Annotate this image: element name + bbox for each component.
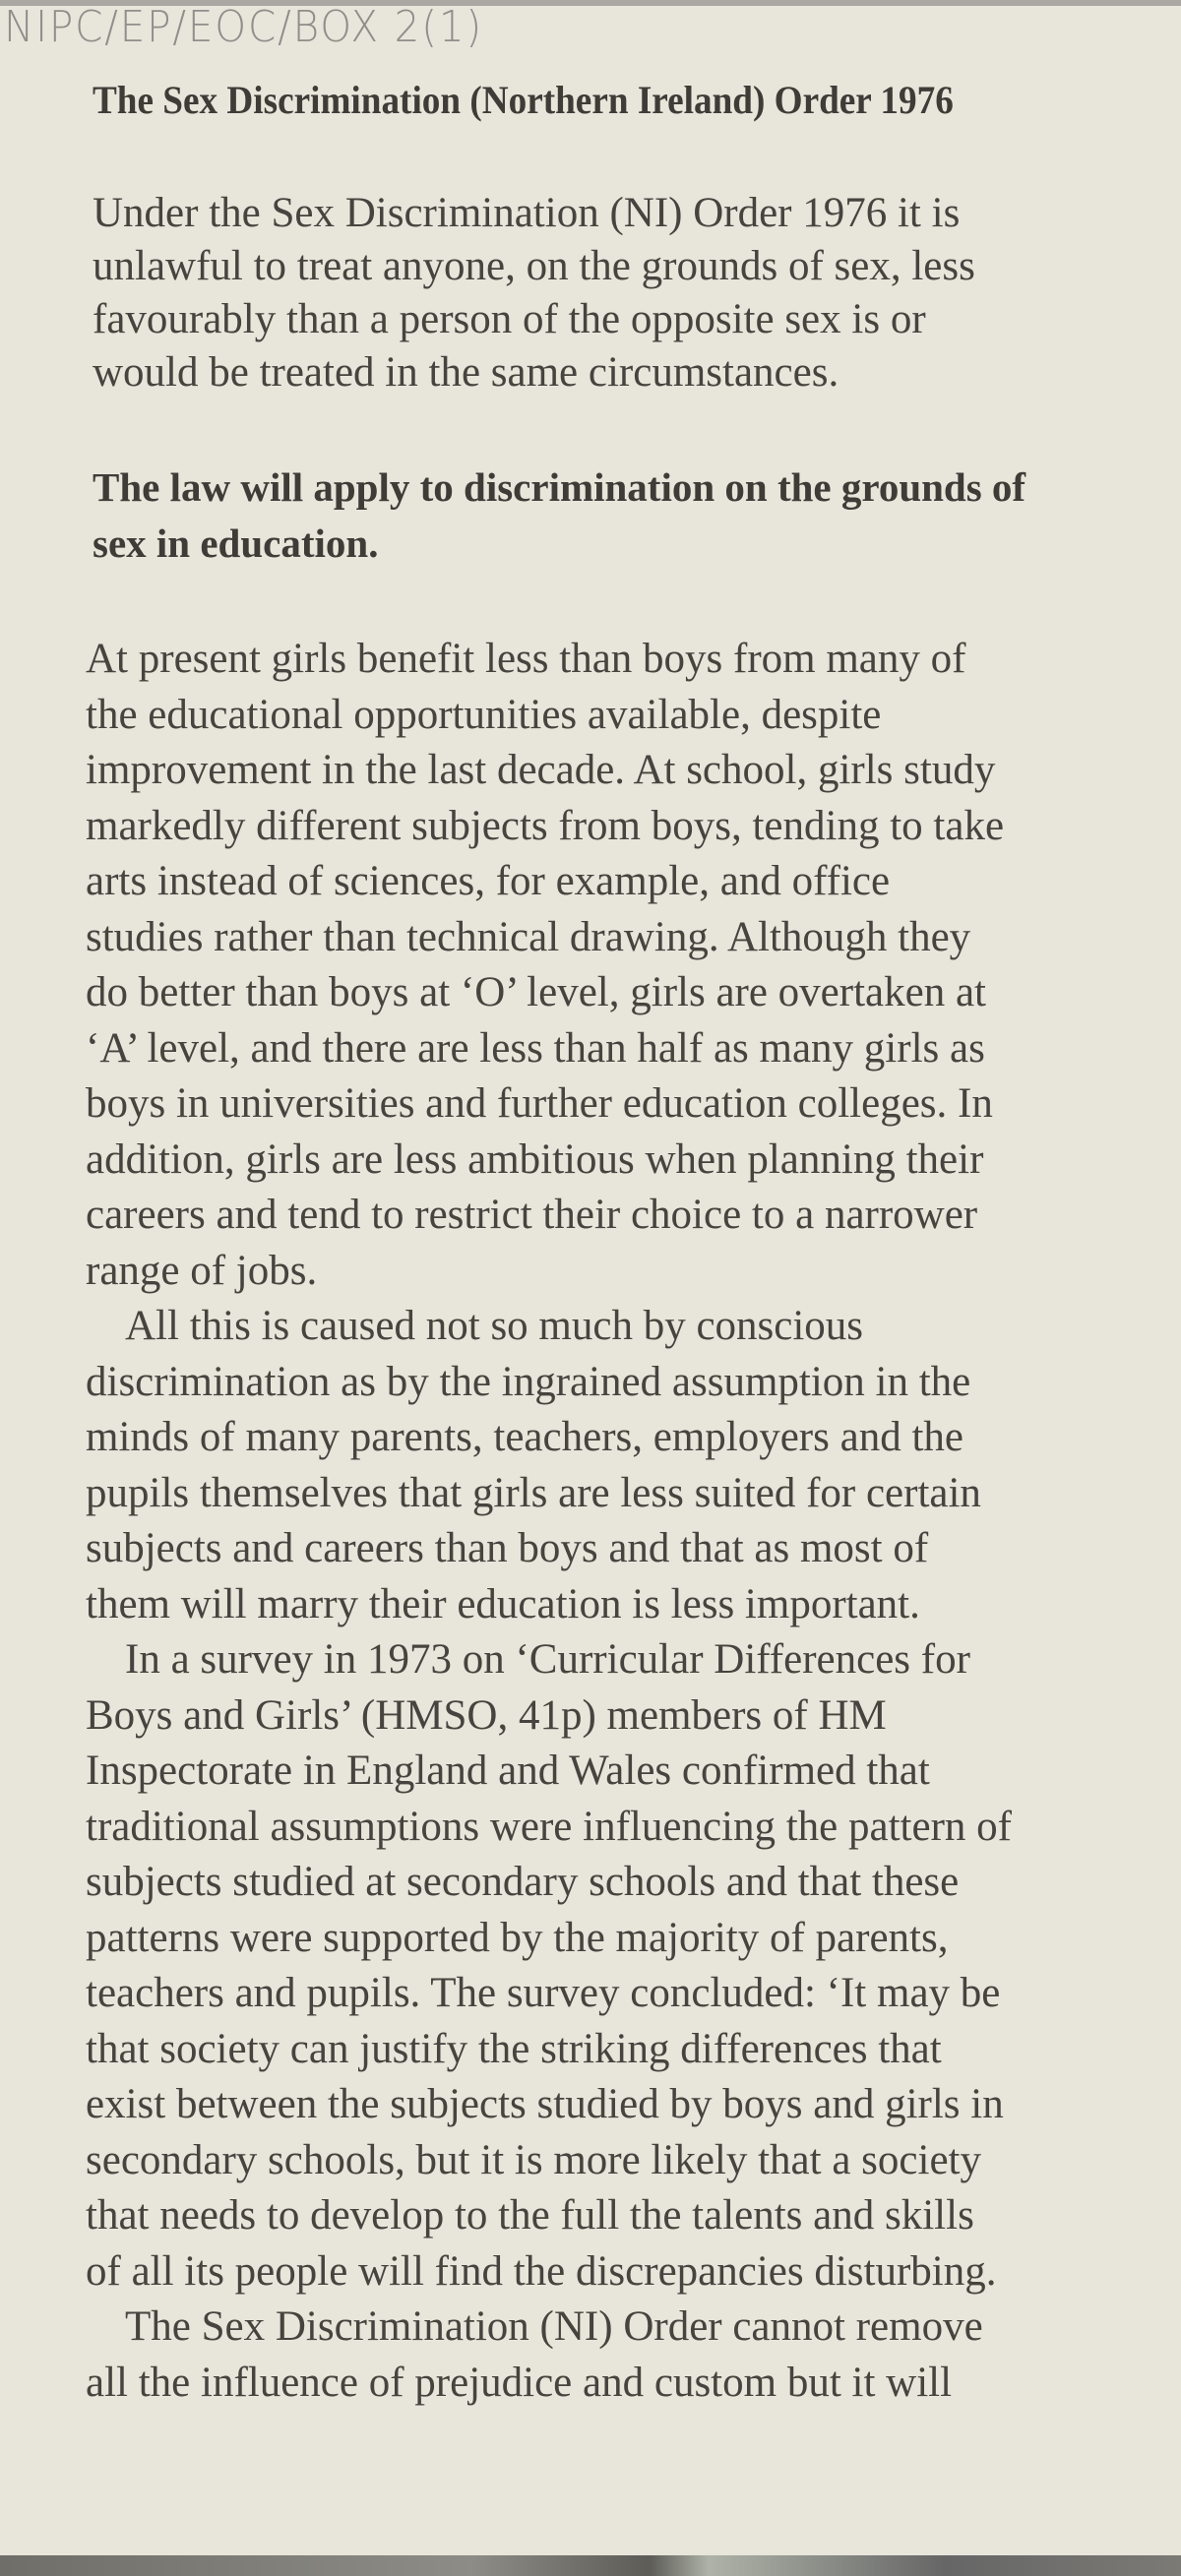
text-line: patterns were supported by the majority of parents, (86, 1914, 949, 1961)
text-line: addition, girls are less ambitious when planning their (86, 1135, 984, 1183)
text-line: arts instead of sciences, for example, and office (86, 858, 891, 904)
scan-bottom-edge (0, 2555, 1181, 2576)
text-line: The Sex Discrimination (NI) Order cannot remove (125, 2303, 983, 2350)
text-line: teachers and pupils. The survey concluded: ‘It may be (86, 1970, 1001, 2016)
text-line: minds of many parents, teachers, employers and the (86, 1414, 963, 1460)
text-line: boys in universities and further education colleges. In (86, 1080, 993, 1127)
text-line: all the influence of prejudice and custom but it will (86, 2359, 953, 2406)
text-line: sex in education. (93, 521, 379, 566)
intro-paragraph (93, 187, 975, 399)
text-line: unlawful to treat anyone, on the grounds of sex, less (93, 243, 975, 289)
text-line: markedly different subjects from boys, tending to take (86, 802, 1005, 849)
text-line: range of jobs. (86, 1247, 318, 1294)
text-line: discrimination as by the ingrained assumption in the (86, 1358, 971, 1405)
document-title: The Sex Discrimination (Northern Ireland) Order 1976 (93, 78, 954, 122)
text-line: subjects studied at secondary schools and that these (86, 1859, 960, 1905)
text-line: All this is caused not so much by conscious (125, 1303, 864, 1349)
text-line: Inspectorate in England and Wales confirmed that (86, 1748, 930, 1794)
text-line: Under the Sex Discrimination (NI) Order 1976 it is (93, 190, 961, 236)
text-line: Boys and Girls’ (HMSO, 41p) members of HM (86, 1691, 887, 1739)
text-line: subjects and careers than boys and that as most of (86, 1525, 929, 1571)
text-line: At present girls benefit less than boys from many of (86, 636, 966, 682)
text-line: The law will apply to discrimination on the grounds of (93, 464, 1026, 510)
text-line: do better than boys at ‘O’ level, girls are overtaken at (86, 969, 986, 1015)
body-text (86, 632, 1012, 2411)
text-line: pupils themselves that girls are less suited for certain (86, 1469, 981, 1516)
text-line: traditional assumptions were influencing the pattern of (86, 1803, 1012, 1850)
text-line: that society can justify the striking differences that (86, 2025, 942, 2072)
text-line: careers and tend to restrict their choice to a narrower (86, 1192, 978, 1238)
text-line: them will marry their education is less important. (86, 1580, 920, 1627)
text-line: In a survey in 1973 on ‘Curricular Differences for (125, 1636, 970, 1683)
text-line: would be treated in the same circumstances. (93, 349, 839, 396)
bold-statement (93, 460, 1026, 572)
text-line: studies rather than technical drawing. Although they (86, 913, 971, 960)
text-line: improvement in the last decade. At school, girls study (86, 747, 996, 793)
text-line: favourably than a person of the opposite sex is or (93, 296, 926, 342)
text-line: ‘A’ level, and there are less than half as many girls as (86, 1024, 985, 1072)
text-line: the educational opportunities available, despite (86, 691, 882, 738)
text-line: exist between the subjects studied by boys and girls in (86, 2081, 1004, 2127)
text-line: secondary schools, but it is more likely that a society (86, 2136, 981, 2183)
text-line: of all its people will find the discrepancies disturbing. (86, 2247, 997, 2295)
text-line: that needs to develop to the full the talents and skills (86, 2192, 974, 2239)
archive-reference-stamp: NIPC/EP/EOC/BOX 2(1) (4, 2, 484, 52)
